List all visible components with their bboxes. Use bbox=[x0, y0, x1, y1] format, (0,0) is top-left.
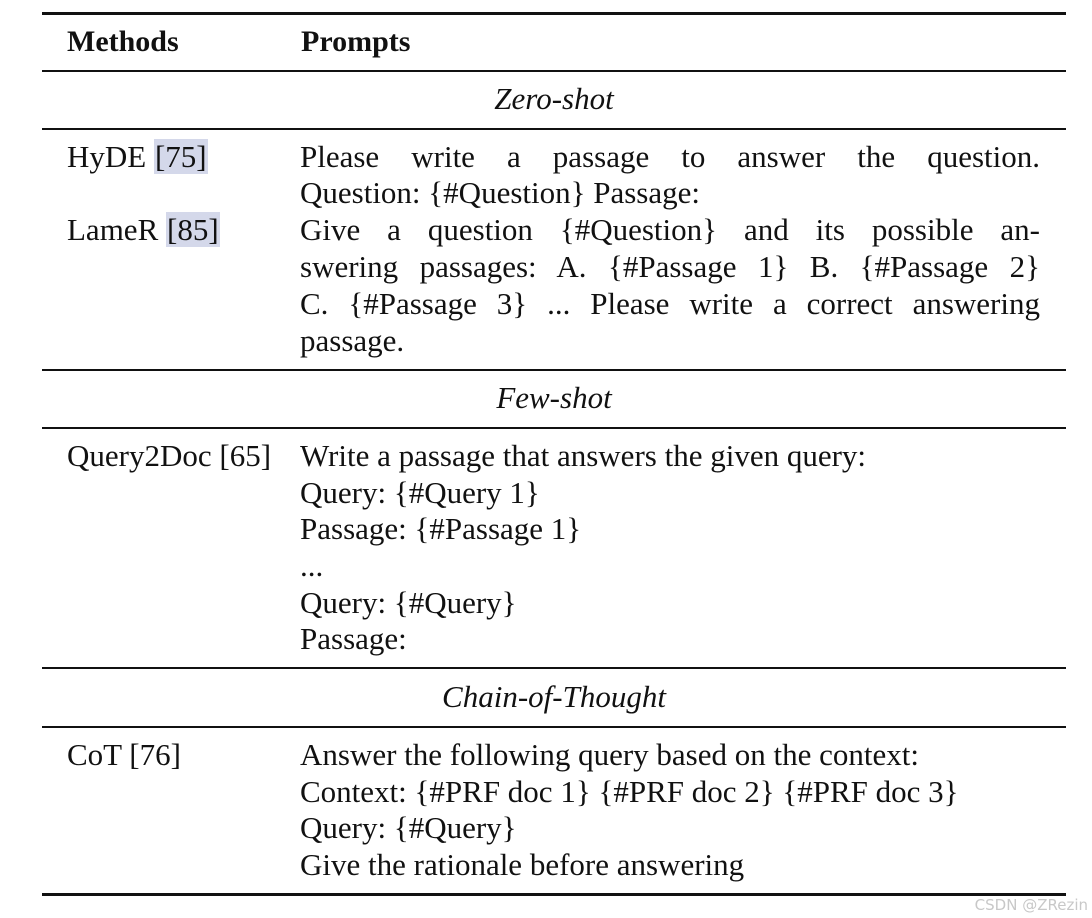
prompt-hyde-line-2: Question: {#Question} Passage: bbox=[300, 175, 701, 210]
section-few-shot: Few-shot bbox=[496, 380, 612, 415]
citation-link-85[interactable]: [85] bbox=[167, 212, 219, 247]
method-cot: CoT [76] bbox=[67, 737, 181, 772]
top-rule bbox=[42, 12, 1066, 15]
prompt-cot-line-3: Query: {#Query} bbox=[300, 810, 517, 845]
row-rule-few-shot-end bbox=[42, 667, 1066, 669]
method-lamer-name: LameR bbox=[67, 212, 159, 247]
method-query2doc: Query2Doc [65] bbox=[67, 438, 272, 473]
row-rule-zero-shot-end bbox=[42, 369, 1066, 371]
prompt-query2doc-line-2: Query: {#Query 1} bbox=[300, 475, 540, 510]
section-rule-zero-shot bbox=[42, 128, 1066, 130]
section-rule-few-shot bbox=[42, 427, 1066, 429]
prompt-cot-line-2: Context: {#PRF doc 1} {#PRF doc 2} {#PRF doc 3} bbox=[300, 774, 959, 809]
prompt-query2doc-line-1: Write a passage that answers the given query: bbox=[300, 438, 867, 473]
header-rule bbox=[42, 70, 1066, 72]
prompt-query2doc-line-5: Query: {#Query} bbox=[300, 585, 517, 620]
section-chain-of-thought: Chain-of-Thought bbox=[442, 679, 666, 714]
prompt-cot-line-1: Answer the following query based on the context: bbox=[300, 737, 919, 772]
citation-link-75[interactable]: [75] bbox=[154, 139, 207, 174]
header-methods: Methods bbox=[67, 25, 179, 58]
bottom-rule bbox=[42, 893, 1066, 896]
section-rule-cot bbox=[42, 726, 1066, 728]
prompt-lamer-line-3: C. {#Passage 3} ... Please write a correct answering bbox=[300, 286, 1040, 321]
prompt-query2doc-line-3: Passage: {#Passage 1} bbox=[300, 511, 582, 546]
prompt-hyde-line-1: Please write a passage to answer the question. bbox=[300, 139, 1040, 174]
prompt-cot-line-4: Give the rationale before answering bbox=[300, 847, 745, 882]
prompt-lamer-line-2: swering passages: A. {#Passage 1} B. {#Passage 2} bbox=[300, 249, 1040, 284]
section-zero-shot: Zero-shot bbox=[494, 81, 614, 116]
method-hyde bbox=[67, 139, 208, 175]
method-hyde-name: HyDE bbox=[67, 139, 147, 174]
method-lamer bbox=[67, 212, 220, 248]
watermark: CSDN @ZRezin bbox=[974, 896, 1088, 914]
prompt-lamer-line-4: passage. bbox=[300, 323, 405, 358]
header-prompts: Prompts bbox=[301, 25, 411, 58]
prompt-query2doc-line-6: Passage: bbox=[300, 621, 407, 656]
prompt-query2doc-line-4: ... bbox=[300, 548, 324, 583]
prompt-lamer-line-1: Give a question {#Question} and its possible an- bbox=[300, 212, 1040, 247]
